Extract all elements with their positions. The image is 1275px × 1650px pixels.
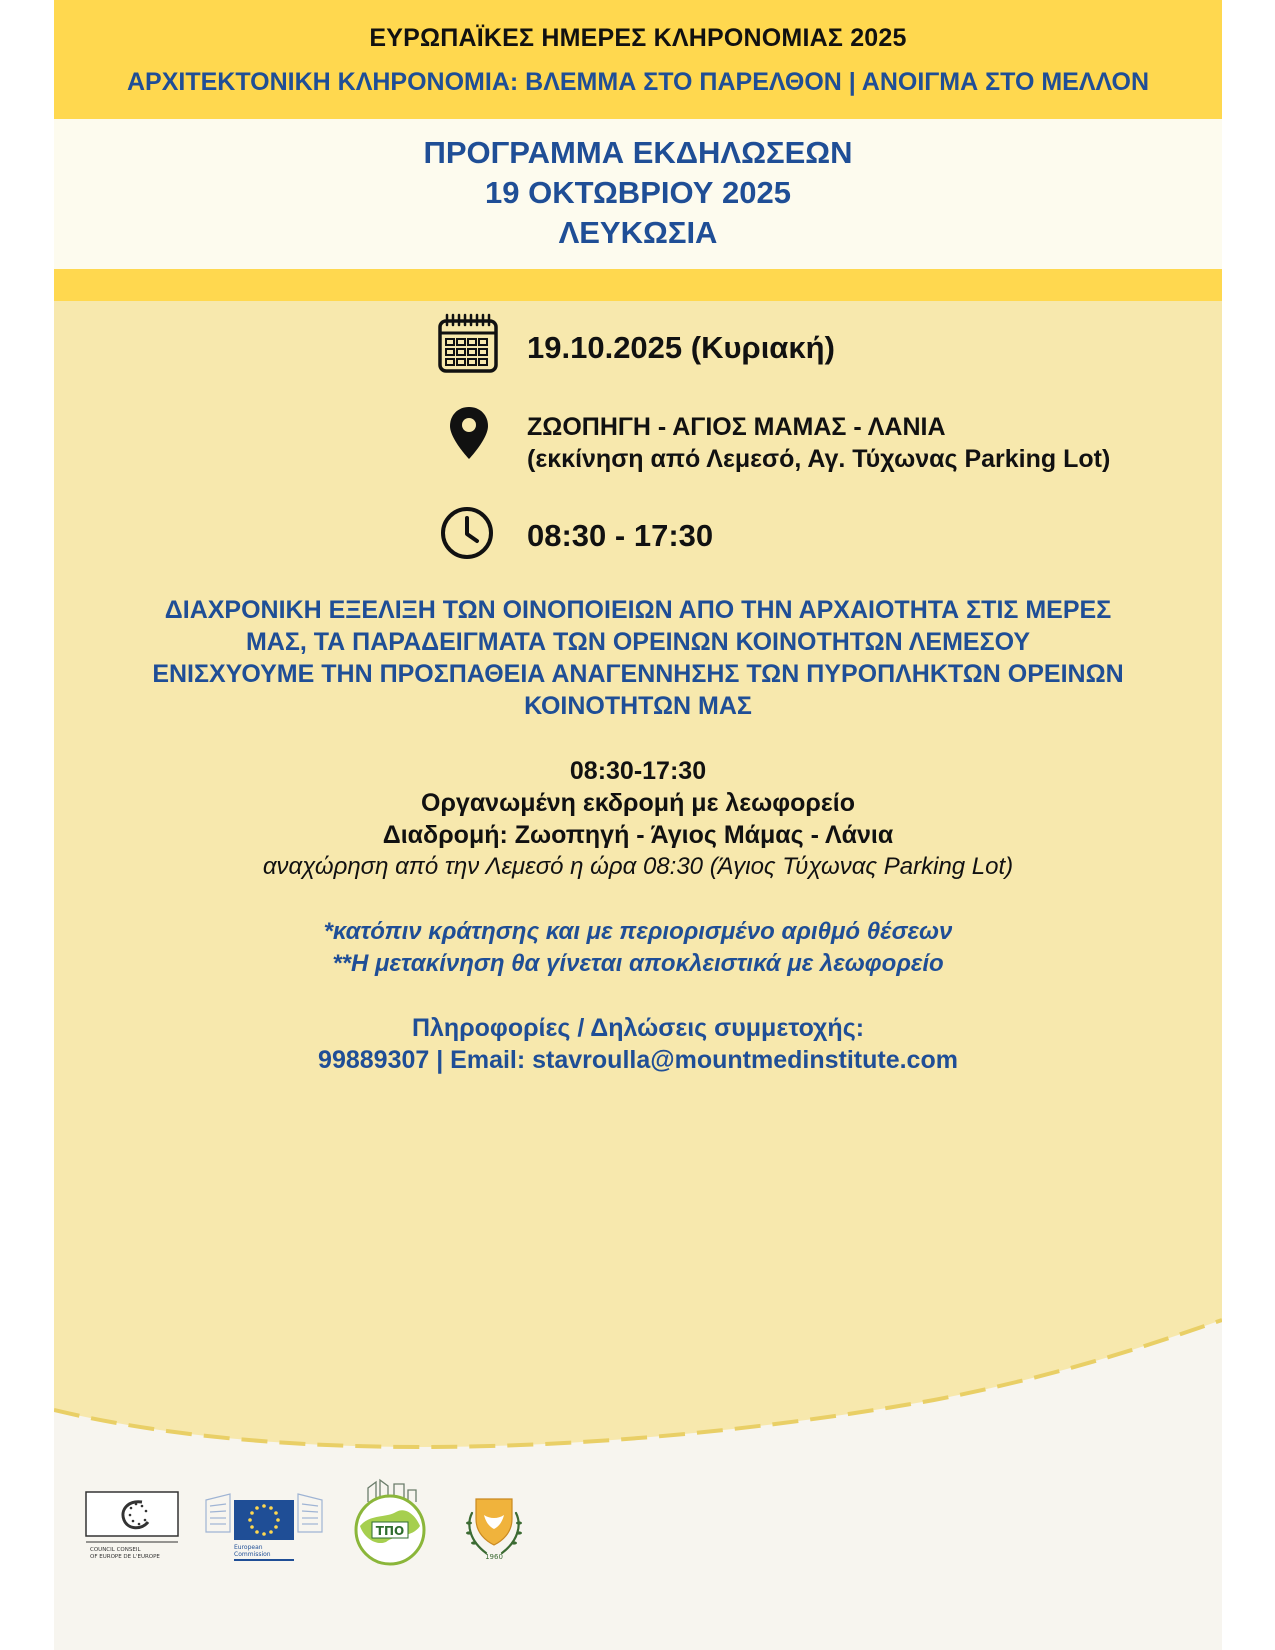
tpo-logo [346,1476,434,1566]
event-heading [54,594,1222,722]
booking-note: *κατόπιν κράτησης και με περιορισμένο αριθμό θέσεων [323,918,953,945]
event-heading-line: ΜΑΣ, ΤΑ ΠΑΡΑΔΕΙΓΜΑΤΑ ΤΩΝ ΟΡΕΙΝΩΝ ΚΟΙΝΟΤΗΤΩΝ ΛΕΜΕΣΟΥ [245,628,1031,656]
location-pin-icon [448,405,490,461]
accent-band [54,269,1222,301]
event-heading-line: ΚΟΙΝΟΤΗΤΩΝ ΜΑΣ [524,692,752,720]
program-city: ΛΕΥΚΩΣΙΑ [558,215,718,250]
poster [54,0,1222,1650]
calendar-icon [437,313,499,375]
header-title: ΕΥΡΩΠΑΪΚΕΣ ΗΜΕΡΕΣ ΚΛΗΡΟΝΟΜΙΑΣ 2025 [369,24,907,52]
schedule-description: Οργανωμένη εκδρομή με λεωφορείο [421,789,855,817]
footer-wave [54,1290,1222,1650]
svg-text:1960: 1960 [485,1553,503,1561]
event-location-note: (εκκίνηση από Λεμεσό, Αγ. Τύχωνας Parking Lot) [527,445,1111,473]
cyprus-coat-of-arms-logo [462,1495,526,1561]
header-subtitle: ΑΡΧΙΤΕΚΤΟΝΙΚΗ ΚΛΗΡΟΝΟΜΙΑ: ΒΛΕΜΜΑ ΣΤΟ ΠΑΡΕΛΘΟΝ | ΑΝΟΙΓΜΑ ΣΤΟ ΜΕΛΛΟΝ [126,68,1150,96]
contact-details[interactable]: 99889307 | Email: stavroulla@mountmedinstitute.com [318,1046,958,1074]
ec-caption-1: European [234,1544,263,1551]
program-title: ΠΡΟΓΡΑΜΜΑ ΕΚΔΗΛΩΣΕΩΝ [423,135,853,170]
contact-label: Πληροφορίες / Δηλώσεις συμμετοχής: [411,1014,865,1042]
schedule-departure: αναχώρηση από την Λεμεσό η ώρα 08:30 (Άγιος Τύχωνας Parking Lot) [262,853,1014,880]
event-location: ΖΩΟΠΗΓΗ - ΑΓΙΟΣ ΜΑΜΑΣ - ΛΑΝΙΑ [527,413,946,441]
tpo-logo-text: ΤΠΟ [375,1524,405,1538]
event-date: 19.10.2025 (Κυριακή) [527,330,835,365]
ec-caption-2: Commission [234,1551,271,1558]
coe-caption-2: OF EUROPE DE L'EUROPE [90,1554,160,1560]
event-time: 08:30 - 17:30 [527,518,714,553]
event-heading-line: ΕΝΙΣΧΥΟΥΜΕ ΤΗΝ ΠΡΟΣΠΑΘΕΙΑ ΑΝΑΓΕΝΝΗΣΗΣ ΤΩΝ ΠΥΡΟΠΛΗΚΤΩΝ ΟΡΕΙΝΩΝ [152,660,1124,688]
clock-icon [439,505,495,561]
schedule-route: Διαδρομή: Ζωοπηγή - Άγιος Μάμας - Λάνια [382,821,894,849]
european-commission-logo [204,1480,324,1564]
header-bar [54,0,1222,119]
coe-caption-1: COUNCIL CONSEIL [90,1547,141,1553]
schedule-time: 08:30-17:30 [569,757,707,785]
event-heading-line: ΔΙΑΧΡΟΝΙΚΗ ΕΞΕΛΙΞΗ ΤΩΝ ΟΙΝΟΠΟΙΕΙΩΝ ΑΠΟ ΤΗΝ ΑΡΧΑΙΟΤΗΤΑ ΣΤΙΣ ΜΕΡΕΣ [164,596,1112,624]
council-of-europe-logo [84,1490,182,1562]
program-date: 19 ΟΚΤΩΒΡΙΟΥ 2025 [484,175,791,210]
transport-note: **Η μετακίνηση θα γίνεται αποκλειστικά με λεωφορείο [332,950,944,977]
program-title-box [54,119,1222,269]
